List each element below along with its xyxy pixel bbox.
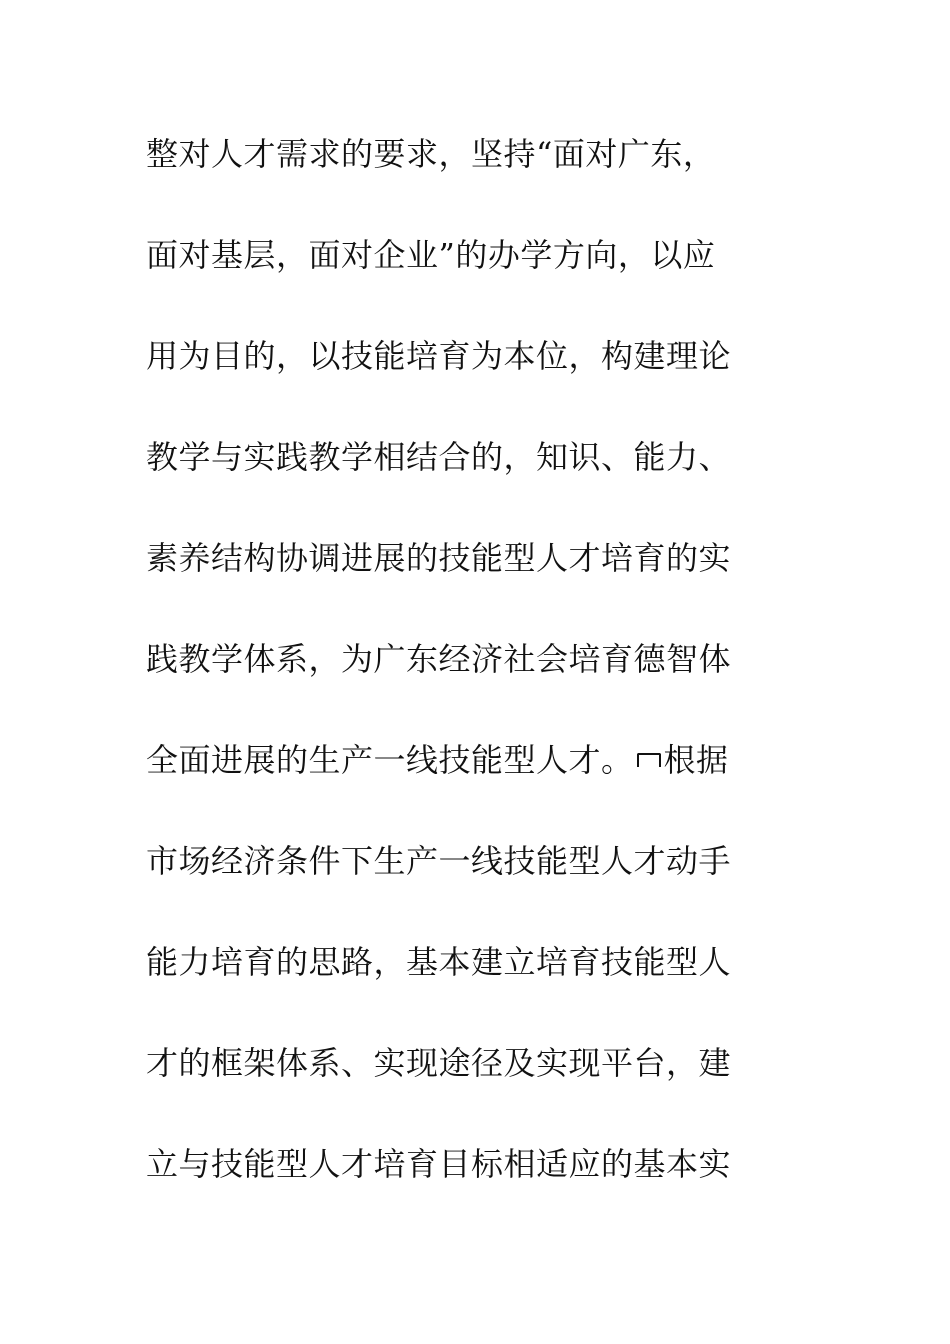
text-line: 才的框架体系、实现途径及实现平台，建	[146, 1044, 732, 1082]
text-line: 面对基层，面对企业”的办学方向，以应	[146, 236, 716, 274]
text-line: 践教学体系，为广东经济社会培育德智体	[146, 640, 732, 678]
text-line: 用为目的，以技能培育为本位，构建理论	[146, 337, 732, 375]
text-line	[146, 730, 796, 831]
text-segment: 全面进展的生产一线技能型人才。	[146, 741, 634, 779]
text-line: 市场经济条件下生产一线技能型人才动手	[146, 842, 732, 880]
text-line: 教学与实践教学相结合的，知识、能力、	[146, 438, 732, 476]
text-line: 素养结构协调进展的技能型人才培育的实	[146, 539, 732, 577]
text-line: 能力培育的思路，基本建立培育技能型人	[146, 943, 732, 981]
text-line: 整对人才需求的要求，坚持“面对广东，	[146, 135, 716, 173]
bracket-mark-icon	[634, 743, 664, 775]
text-segment: 根据	[663, 741, 729, 779]
text-line: 立与技能型人才培育目标相适应的基本实	[146, 1145, 732, 1183]
body-text	[146, 124, 796, 1235]
